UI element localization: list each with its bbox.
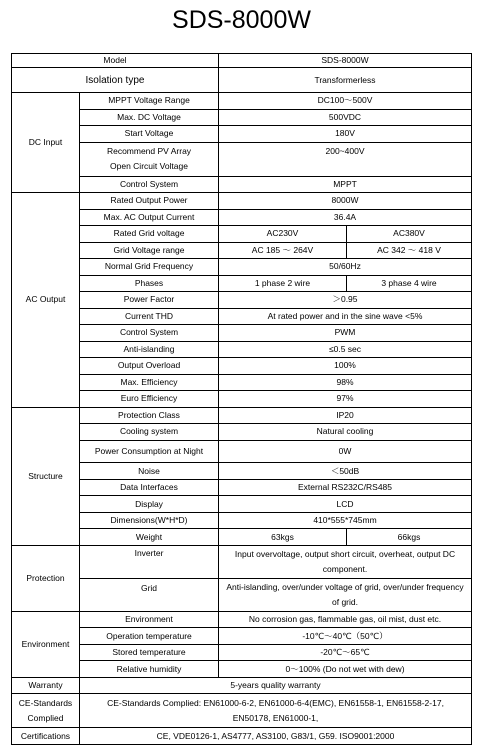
row-value: ＞0.95 — [219, 292, 472, 309]
row-label: Rated Output Power — [80, 193, 219, 210]
certifications-value: CE, VDE0126-1, AS4777, AS3100, G83/1, G59. ISO9001:2000 — [80, 728, 472, 745]
table-row — [12, 93, 472, 110]
row-value: ＜50dB — [219, 463, 472, 480]
row-label: Weight — [80, 529, 219, 546]
table-row — [12, 661, 472, 678]
table-row — [12, 142, 472, 176]
model-label: Model — [12, 54, 219, 68]
row-value: PWM — [219, 325, 472, 342]
table-row — [12, 68, 472, 93]
table-row — [12, 109, 472, 126]
row-value-2: 66kgs — [347, 529, 472, 546]
table-row — [12, 193, 472, 210]
table-row — [12, 176, 472, 193]
row-value: 500VDC — [219, 109, 472, 126]
row-value: 98% — [219, 374, 472, 391]
row-label: Dimensions(W*H*D) — [80, 512, 219, 529]
table-row — [12, 226, 472, 243]
row-label: MPPT Voltage Range — [80, 93, 219, 110]
table-row — [12, 308, 472, 325]
table-row — [12, 644, 472, 661]
model-value: SDS-8000W — [219, 54, 472, 68]
row-value: 200~400V — [219, 142, 472, 176]
row-label: Inverter — [80, 545, 219, 578]
row-value: 36.4A — [219, 209, 472, 226]
category-dc-input: DC Input — [12, 93, 80, 193]
table-row — [12, 578, 472, 611]
table-row — [12, 628, 472, 645]
row-value: IP20 — [219, 407, 472, 424]
table-row — [12, 545, 472, 578]
table-row — [12, 728, 472, 745]
row-value: 97% — [219, 391, 472, 408]
row-value: 8000W — [219, 193, 472, 210]
certifications-label: Certifications — [12, 728, 80, 745]
table-row — [12, 424, 472, 441]
row-value-1: AC230V — [219, 226, 347, 243]
row-label: Output Overload — [80, 358, 219, 375]
row-value: 0～100% (Do not wet with dew) — [219, 661, 472, 678]
table-row — [12, 126, 472, 143]
row-value: External RS232C/RS485 — [219, 479, 472, 496]
row-value-line: Anti-islanding, over/under voltage of grid, over/under frequency — [226, 581, 464, 592]
row-label: Cooling system — [80, 424, 219, 441]
row-value-2: AC 342 ～ 418 V — [347, 242, 472, 259]
category-environment: Environment — [12, 611, 80, 677]
row-value — [219, 578, 472, 611]
table-row — [12, 694, 472, 728]
row-label: Normal Grid Frequency — [80, 259, 219, 276]
ce-value — [80, 694, 472, 728]
row-value-line: of grid. — [332, 596, 358, 607]
row-label: Euro Efficiency — [80, 391, 219, 408]
row-label: Anti-islanding — [80, 341, 219, 358]
row-value: 0W — [219, 440, 472, 463]
table-row — [12, 407, 472, 424]
table-row — [12, 391, 472, 408]
table-row — [12, 479, 472, 496]
category-protection: Protection — [12, 545, 80, 611]
row-label: Rated Grid voltage — [80, 226, 219, 243]
row-value: No corrosion gas, flammable gas, oil mist, dust etc. — [219, 611, 472, 628]
row-label: Start Voltage — [80, 126, 219, 143]
row-label: Relative humidity — [80, 661, 219, 678]
table-row — [12, 440, 472, 463]
table-row — [12, 358, 472, 375]
row-value — [219, 545, 472, 578]
row-label: Data Interfaces — [80, 479, 219, 496]
row-value: 180V — [219, 126, 472, 143]
row-label: Phases — [80, 275, 219, 292]
row-label: Max. Efficiency — [80, 374, 219, 391]
row-label: Stored temperature — [80, 644, 219, 661]
row-label: Grid — [80, 578, 219, 611]
row-value-2: 3 phase 4 wire — [347, 275, 472, 292]
ce-label — [12, 694, 80, 728]
row-value: 50/60Hz — [219, 259, 472, 276]
table-row — [12, 677, 472, 694]
spec-table — [11, 53, 472, 745]
row-label-line: Recommend PV Array — [106, 146, 192, 157]
row-value: 410*555*745mm — [219, 512, 472, 529]
row-label: Power Consumption at Night — [80, 440, 219, 463]
table-row — [12, 209, 472, 226]
row-value-2: AC380V — [347, 226, 472, 243]
ce-value-line: EN50178, EN61000-1, — [232, 712, 319, 723]
row-value: ≤0.5 sec — [219, 341, 472, 358]
table-row — [12, 292, 472, 309]
category-structure: Structure — [12, 407, 80, 545]
table-row — [12, 496, 472, 513]
row-value: LCD — [219, 496, 472, 513]
page-title: SDS-8000W — [172, 6, 311, 34]
row-value: MPPT — [219, 176, 472, 193]
table-row — [12, 242, 472, 259]
table-row — [12, 463, 472, 480]
table-row — [12, 529, 472, 546]
row-value: -20℃～65℃ — [219, 644, 472, 661]
row-value: At rated power and in the sine wave <5% — [219, 308, 472, 325]
row-label: Control System — [80, 176, 219, 193]
row-label — [80, 142, 219, 176]
ce-label-line: Complied — [27, 712, 64, 723]
table-row — [12, 325, 472, 342]
warranty-value: 5-years quality warranty — [80, 677, 472, 694]
table-row — [12, 512, 472, 529]
row-label: Protection Class — [80, 407, 219, 424]
row-value-line: component. — [322, 563, 368, 574]
row-label: Control System — [80, 325, 219, 342]
table-row — [12, 611, 472, 628]
row-value-line: Input overvoltage, output short circuit, overheat, output DC — [234, 548, 456, 559]
warranty-label: Warranty — [12, 677, 80, 694]
table-row — [12, 341, 472, 358]
isolation-value: Transformerless — [219, 68, 472, 93]
ce-value-line: CE-Standards Complied: EN61000-6-2, EN61000-6-4(EMC), EN61558-1, EN61558-2-17, — [107, 697, 444, 708]
row-label: Power Factor — [80, 292, 219, 309]
row-value: 100% — [219, 358, 472, 375]
row-label: Environment — [80, 611, 219, 628]
category-ac-output: AC Output — [12, 193, 80, 408]
row-label: Max. DC Voltage — [80, 109, 219, 126]
row-value-1: AC 185 ～ 264V — [219, 242, 347, 259]
isolation-label: Isolation type — [12, 68, 219, 93]
row-value: DC100～500V — [219, 93, 472, 110]
row-value: -10℃～40℃（50℃） — [219, 628, 472, 645]
row-label: Current THD — [80, 308, 219, 325]
row-value-1: 1 phase 2 wire — [219, 275, 347, 292]
table-row — [12, 54, 472, 68]
row-value-1: 63kgs — [219, 529, 347, 546]
table-row — [12, 259, 472, 276]
row-label-line: Open Circuit Voltage — [110, 161, 188, 172]
table-row — [12, 374, 472, 391]
ce-label-line: CE-Standards — [18, 697, 73, 708]
row-label: Noise — [80, 463, 219, 480]
table-row — [12, 275, 472, 292]
row-label: Operation temperature — [80, 628, 219, 645]
row-label: Grid Voltage range — [80, 242, 219, 259]
row-value: Natural cooling — [219, 424, 472, 441]
row-label: Max. AC Output Current — [80, 209, 219, 226]
row-label: Display — [80, 496, 219, 513]
